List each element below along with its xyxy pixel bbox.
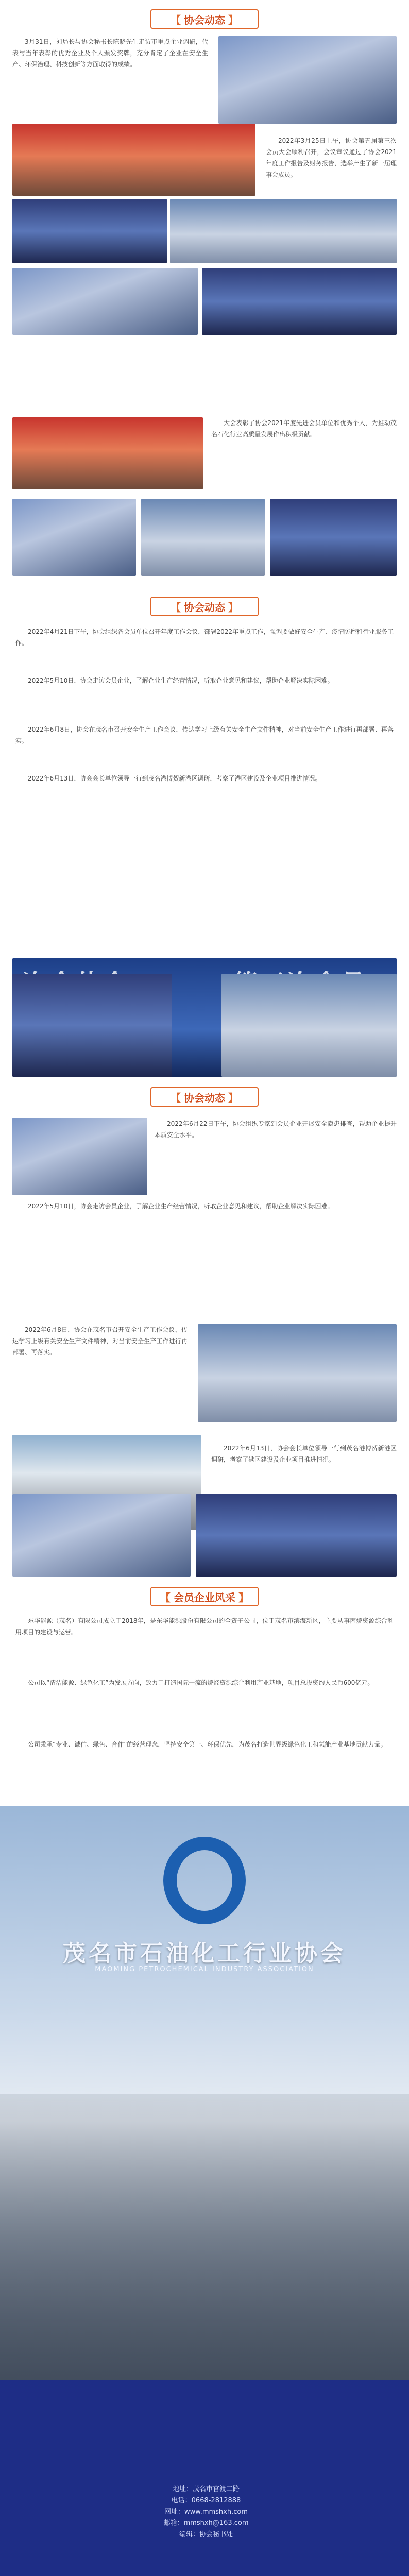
footer-line: 电话：0668-2812888 bbox=[171, 2497, 241, 2504]
association-name: 茂名市石油化工行业协会 bbox=[63, 1940, 346, 1967]
news-photo bbox=[221, 974, 397, 1077]
news-paragraph: 2022年6月22日下午，协会组织专家到会员企业开展安全隐患排查，帮助企业提升本质安全水平。 bbox=[155, 1120, 397, 1139]
footer-line: 编辑：协会秘书处 bbox=[179, 2531, 233, 2538]
news-photo bbox=[12, 499, 136, 576]
news-photo bbox=[12, 417, 203, 489]
news-photo bbox=[12, 124, 255, 196]
association-logo bbox=[163, 1837, 246, 1924]
footer-line: 邮箱：mmshxh@163.com bbox=[163, 2519, 249, 2527]
footer bbox=[0, 2380, 409, 2576]
news-paragraph: 2022年6月13日，协会会长单位领导一行到茂名港博贺新港区调研，考察了港区建设及企业项目推进情况。 bbox=[211, 1445, 397, 1463]
section-title-1: 【 协会动态 】 bbox=[150, 9, 259, 29]
news-photo bbox=[12, 268, 198, 335]
association-name-en: MAOMING PETROCHEMICAL INDUSTRY ASSOCIATION bbox=[95, 1965, 314, 1973]
news-paragraph: 2022年5月10日，协会走访会员企业，了解企业生产经营情况，听取企业意见和建议，帮助企业解决实际困难。 bbox=[28, 1202, 334, 1210]
news-photo bbox=[270, 499, 397, 576]
company-paragraph: 公司以“清洁能源、绿色化工”为发展方向，致力于打造国际一流的烷烃资源综合利用产业基地，项目总投资约人民币600亿元。 bbox=[28, 1679, 374, 1686]
section-title-3: 【 协会动态 】 bbox=[150, 1087, 259, 1107]
footer-line: 网址：www.mmshxh.com bbox=[164, 2508, 248, 2516]
footer-line: 地址：茂名市官渡二路 bbox=[172, 2485, 240, 2493]
section-title-company: 【 会员企业风采 】 bbox=[150, 1587, 259, 1606]
news-photo bbox=[198, 1324, 397, 1422]
news-paragraph: 2022年5月10日，协会走访会员企业，了解企业生产经营情况，听取企业意见和建议，帮助企业解决实际困难。 bbox=[28, 677, 334, 684]
news-paragraph: 3月31日，刘局长与协会秘书长陈晓先生走访市重点企业调研，代表与当年表彰的优秀企业及个人颁发奖牌，充分肯定了企业在安全生产、环保治理、科技创新等方面取得的成绩。 bbox=[12, 38, 208, 68]
company-paragraph: 东华能源（茂名）有限公司成立于2018年，是东华能源股份有限公司的全资子公司，位于茂名市滨海新区，主要从事丙烷资源综合利用项目的建设与运营。 bbox=[15, 1617, 394, 1636]
news-photo bbox=[12, 974, 172, 1077]
news-photo bbox=[202, 268, 397, 335]
news-paragraph: 2022年3月25日上午，协会第五届第三次会员大会顺利召开，会议审议通过了协会2021年度工作报告及财务报告，选举产生了新一届理事会成员。 bbox=[266, 137, 397, 178]
news-photo bbox=[12, 199, 167, 263]
news-photo bbox=[12, 1118, 147, 1195]
news-paragraph: 2022年4月21日下午，协会组织各会员单位召开年度工作会议，部署2022年重点工作，强调要做好安全生产、疫情防控和行业服务工作。 bbox=[15, 628, 394, 647]
news-paragraph: 2022年6月13日，协会会长单位领导一行到茂名港博贺新港区调研，考察了港区建设及企业项目推进情况。 bbox=[28, 775, 321, 782]
news-paragraph: 大会表彰了协会2021年度先进会员单位和优秀个人，为推动茂名石化行业高质量发展作出积极贡献。 bbox=[211, 419, 397, 438]
news-paragraph: 2022年6月8日，协会在茂名市召开安全生产工作会议，传达学习上级有关安全生产文件精神，对当前安全生产工作进行再部署、再落实。 bbox=[15, 726, 394, 744]
company-paragraph: 公司秉承“专业、诚信、绿色、合作”的经营理念，坚持安全第一、环保优先，为茂名打造世界级绿色化工和氢能产业基地贡献力量。 bbox=[28, 1741, 387, 1748]
news-photo bbox=[196, 1494, 397, 1577]
news-photo bbox=[218, 36, 397, 124]
cover-photo bbox=[0, 1806, 409, 2380]
news-photo bbox=[12, 1494, 191, 1577]
news-photo bbox=[141, 499, 265, 576]
news-paragraph: 2022年6月8日，协会在茂名市召开安全生产工作会议，传达学习上级有关安全生产文件精神，对当前安全生产工作进行再部署、再落实。 bbox=[12, 1326, 188, 1356]
section-title-2: 【 协会动态 】 bbox=[150, 597, 259, 616]
news-photo bbox=[170, 199, 397, 263]
